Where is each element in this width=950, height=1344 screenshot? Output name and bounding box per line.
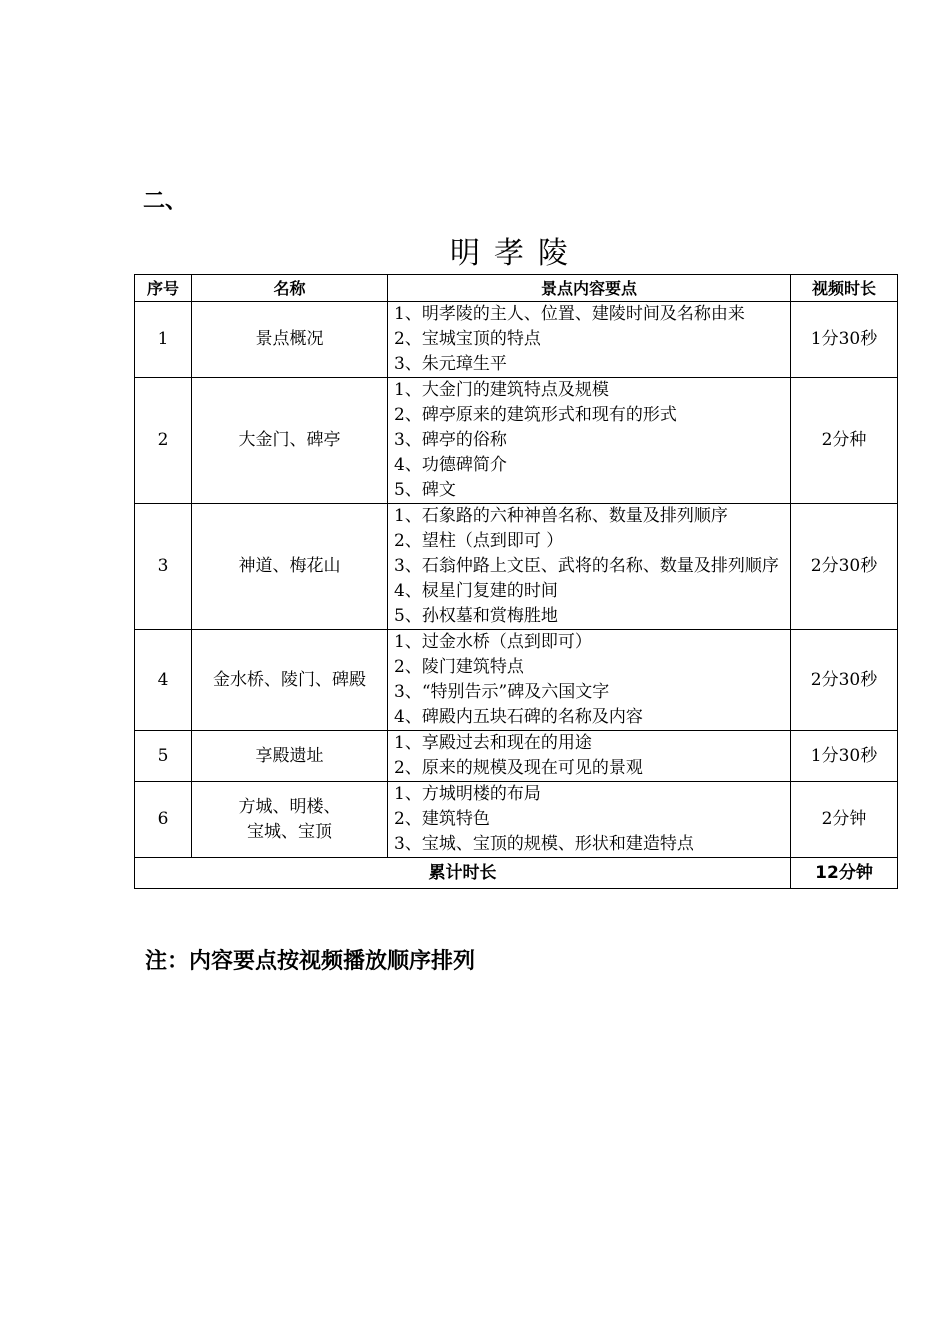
- content-point: 4、棂星门复建的时间: [394, 581, 558, 601]
- document-title: 明孝陵: [450, 236, 582, 271]
- row-name: [192, 378, 388, 504]
- row-content-points: [388, 782, 791, 858]
- row-name: [192, 504, 388, 630]
- content-point: 1、石象路的六种神兽名称、数量及排列顺序: [394, 506, 728, 526]
- row-content-points: [388, 731, 791, 782]
- content-point: 2、望柱（点到即可 ）: [394, 531, 564, 551]
- table-body: [135, 302, 898, 889]
- row-name-line: 神道、梅花山: [238, 556, 341, 576]
- row-duration: 2分种: [791, 378, 898, 504]
- content-point: 5、碑文: [394, 480, 456, 500]
- row-content-points: [388, 630, 791, 731]
- table-row: [135, 302, 898, 378]
- content-point: 1、大金门的建筑特点及规模: [394, 380, 609, 400]
- content-point: 1、明孝陵的主人、位置、建陵时间及名称由来: [394, 304, 745, 324]
- content-point: 1、享殿过去和现在的用途: [394, 733, 592, 753]
- content-point: 5、孙权墓和赏梅胜地: [394, 606, 558, 626]
- content-schedule-table: [134, 274, 898, 889]
- header-duration: 视频时长: [791, 275, 898, 302]
- table-row: [135, 504, 898, 630]
- row-content-points: [388, 378, 791, 504]
- section-marker: 二、: [143, 189, 188, 214]
- row-name-line: 金水桥、陵门、碑殿: [213, 669, 366, 690]
- row-duration: 1分30秒: [791, 302, 898, 378]
- row-name-line: 景点概况: [255, 329, 324, 349]
- row-content-points: [388, 504, 791, 630]
- footnote: 注：内容要点按视频播放顺序排列: [145, 949, 476, 974]
- row-name: [192, 630, 388, 731]
- row-name: [192, 782, 388, 858]
- content-point: 4、碑殿内五块石碑的名称及内容: [394, 707, 643, 727]
- content-point: 2、碑亭原来的建筑形式和现有的形式: [394, 405, 677, 425]
- content-point: 2、宝城宝顶的特点: [394, 329, 541, 349]
- row-number: 1: [135, 302, 192, 378]
- row-duration: 2分30秒: [791, 630, 898, 731]
- row-duration: 2分30秒: [791, 504, 898, 630]
- total-row: [135, 858, 898, 889]
- row-name: [192, 731, 388, 782]
- content-point: 3、宝城、宝顶的规模、形状和建造特点: [394, 834, 694, 854]
- table-row: [135, 630, 898, 731]
- content-point: 3、朱元璋生平: [394, 354, 507, 374]
- row-duration: 2分钟: [791, 782, 898, 858]
- content-point: 3、“特别告示”碑及六国文字: [394, 682, 610, 702]
- row-name: [192, 302, 388, 378]
- row-content-points: [388, 302, 791, 378]
- table-row: [135, 378, 898, 504]
- row-number: 3: [135, 504, 192, 630]
- row-duration: 1分30秒: [791, 731, 898, 782]
- table-row: [135, 782, 898, 858]
- total-label: 累计时长: [135, 858, 791, 889]
- row-name-line: 方城、明楼、: [238, 796, 341, 817]
- content-point: 2、建筑特色: [394, 809, 490, 829]
- row-number: 4: [135, 630, 192, 731]
- content-point: 2、原来的规模及现在可见的景观: [394, 758, 643, 778]
- content-point: 3、石翁仲路上文臣、武将的名称、数量及排列顺序: [394, 556, 779, 576]
- content-point: 1、过金水桥（点到即可）: [394, 632, 592, 652]
- table-row: [135, 731, 898, 782]
- row-number: 2: [135, 378, 192, 504]
- row-number: 6: [135, 782, 192, 858]
- total-value: 12分钟: [791, 858, 898, 889]
- row-name-line: 大金门、碑亭: [238, 430, 341, 450]
- header-points: 景点内容要点: [388, 275, 791, 302]
- table-header-row: [135, 275, 898, 302]
- content-point: 3、碑亭的俗称: [394, 430, 507, 450]
- row-number: 5: [135, 731, 192, 782]
- content-point: 1、方城明楼的布局: [394, 784, 541, 804]
- row-name-line: 宝城、宝顶: [247, 821, 332, 842]
- content-point: 2、陵门建筑特点: [394, 657, 524, 677]
- header-num: 序号: [135, 275, 192, 302]
- header-name: 名称: [192, 275, 388, 302]
- row-name-line: 享殿遗址: [255, 745, 324, 766]
- content-point: 4、功德碑简介: [394, 455, 507, 475]
